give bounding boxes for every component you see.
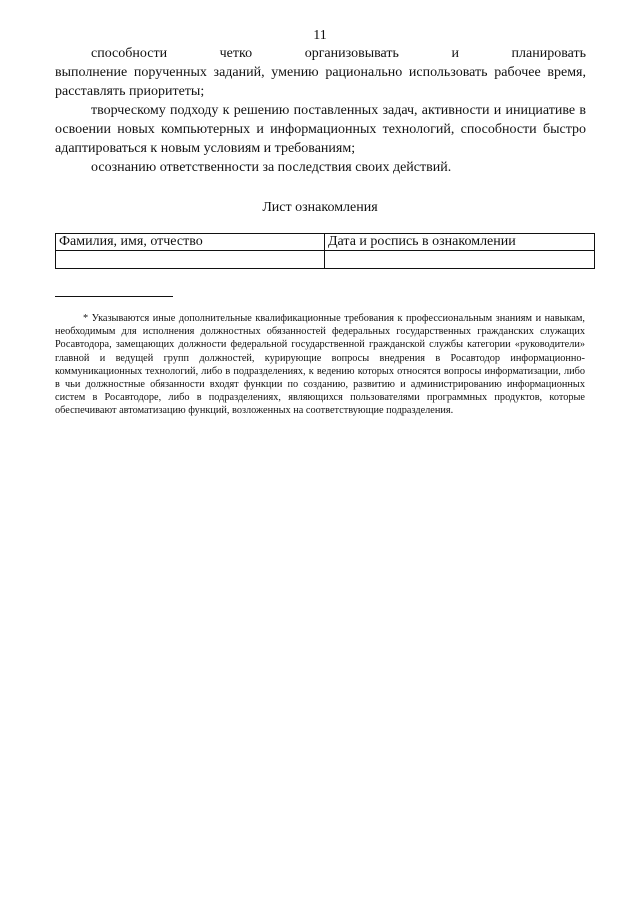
acknowledgment-table [55,233,595,269]
acknowledgment-title: Лист ознакомления [262,200,378,215]
paragraph-responsibility: осознанию ответственности за последствия своих действий. [91,160,452,175]
paragraph-abilities [55,44,586,101]
table-row [56,251,595,269]
column-header-date-signature: Дата и роспись в ознакомлении [325,234,595,251]
table-cell-name [56,251,325,269]
paragraph-abilities-rest: выполнение порученных заданий, умению рационально использовать рабочее время, расставлять приоритеты; [55,65,586,99]
column-header-name: Фамилия, имя, отчество [56,234,325,251]
paragraph-abilities-first-line: способности четко организовывать и планировать [91,46,586,61]
paragraph-creativity: творческому подходу к решению поставленных задач, активности и инициативе в освоении новых компьютерных и информационных технологий, способности быстро адаптироваться к новым условиям и требованиям; [55,103,586,156]
table-cell-date-signature [325,251,595,269]
footnote-separator [55,296,173,297]
page-number: 11 [313,28,327,43]
table-header-row [56,234,595,251]
footnote: * Указываются иные дополнительные квалификационные требования к профессиональным знаниям и навыкам, необходимым для исполнения должностных обязанностей федеральных государственных гражданских служащих Росавтодора, замещающих должности федеральной государственной гражданской службы категории «руководители» главной и ведущей групп должностей, курирующие вопросы внедрения в Росавтодор информационно-коммуникационных технологий, либо в подразделениях, к ведению которых относятся вопросы информатизации, либо в чьи должностные обязанности входят функции по созданию, развитию и администрированию информационных систем в Росавтодоре, либо в подразделениях, являющихся пользователями программных продуктов, которые обеспечивают автоматизацию функций, возложенных на соответствующие подразделения. [55,313,585,417]
